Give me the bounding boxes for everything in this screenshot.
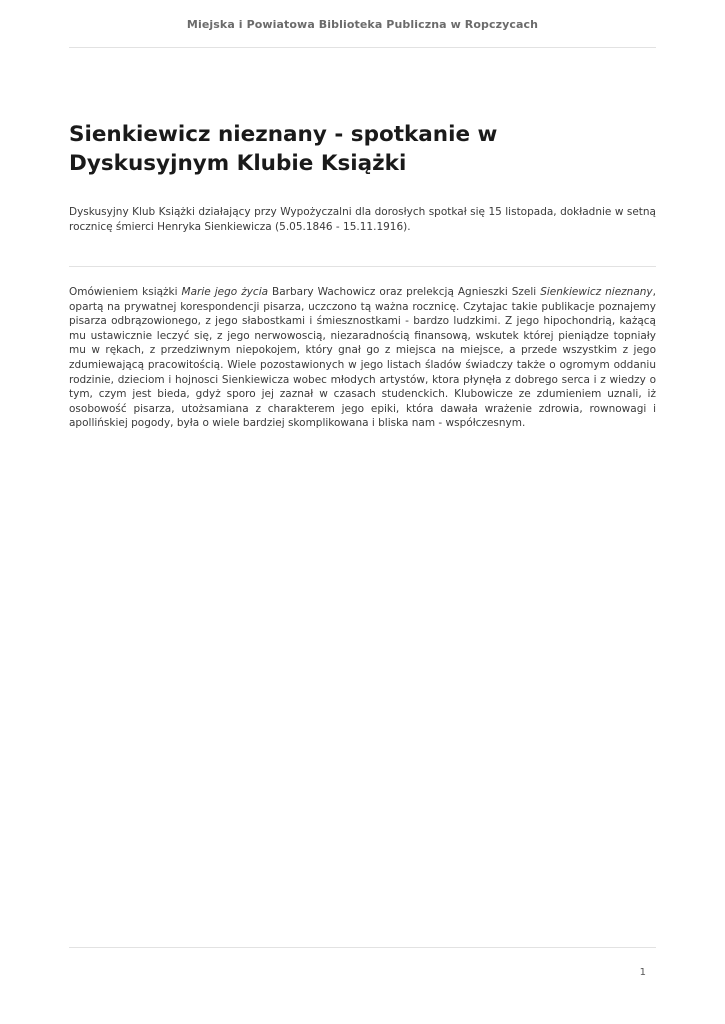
- footer-divider: [69, 947, 656, 948]
- article-lead: Dyskusyjny Klub Książki działający przy Wypożyczalni dla dorosłych spotkał się 15 listopada, dokładnie w setną rocznicę śmierci Henryka Sienkiewicza (5.05.1846 - 15.11.1916).: [69, 206, 656, 233]
- header-divider: [69, 47, 656, 48]
- library-name-header: Miejska i Powiatowa Biblioteka Publiczna w Ropczycach: [186, 18, 539, 31]
- body-text-segment: Barbary Wachowicz oraz prelekcją Agnieszki Szeli: [268, 286, 541, 298]
- book-title-sienkiewicz-nieznany: Sienkiewicz nieznany: [540, 286, 653, 298]
- page-number: 1: [639, 967, 646, 978]
- body-text-segment: , opartą na prywatnej korespondencji pisarza, uczczono tą ważna rocznicę. Czytajac takie publikacje poznajemy pisarza odbrązowionego, z jego słabostkami i śmiesznostkami - bardzo ludzkimi. Z jego hipochondrią, każącą mu ustawicznie leczyć się, z jego nerwowoscią, niezaradnością finansową, wskutek której pieniądze topniały mu w rękach, z przedziwnym niepokojem, który gnał go z miejsca na miejsce, a przede wszystkim z jego zdumiewającą pracowitością. Wiele pozostawionych w jego listach śladów świadczy także o ogromym oddaniu rodzinie, dzieciom i hojnosci Sienkiewicza wobec młodych artystów, ktora płynęła z dobrego serca i z wiedzy o tym, czym jest bieda, gdyż sporo jej zaznał w czasach studenckich. Klubowicze ze zdumieniem uznali, iż osobowość pisarza, utożsamiana z charakterem jego epiki, która dawała wrażenie zdrowia, rownowagi i apollińskiej pogody, była o wiele bardziej skomplikowana i bliska nam - współczesnym.: [69, 286, 656, 430]
- book-title-marie-jego-zycia: Marie jego życia: [181, 286, 269, 298]
- lead-divider: [69, 266, 656, 267]
- article-title: Sienkiewicz nieznany - spotkanie w Dyskusyjnym Klubie Książki: [69, 122, 498, 176]
- article-body: [69, 285, 656, 431]
- body-text-segment: Omówieniem książki: [69, 286, 182, 298]
